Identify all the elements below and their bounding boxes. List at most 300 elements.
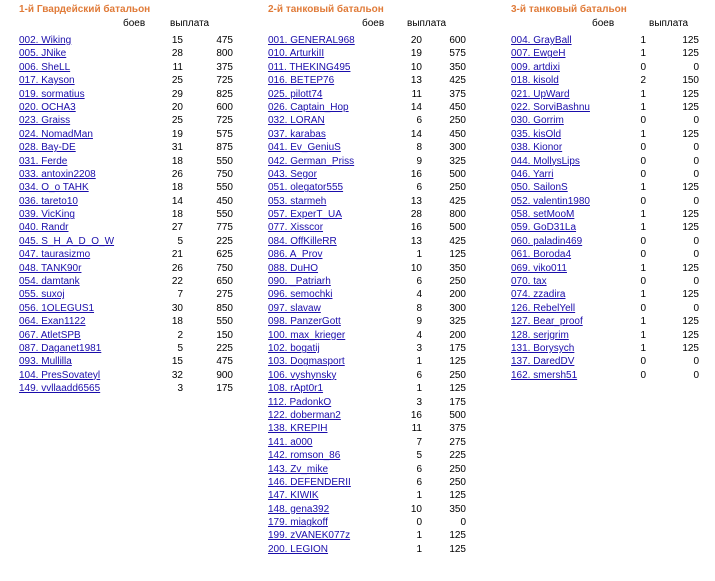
member-row: [268, 529, 468, 542]
battles-count: 15: [171, 35, 183, 46]
battles-count: 28: [410, 209, 422, 221]
member-row: [511, 248, 701, 261]
payout-amount: 225: [449, 450, 466, 462]
battles-count: 21: [171, 249, 183, 261]
payout-amount: 125: [682, 316, 699, 328]
battles-count: 14: [410, 101, 422, 113]
member-row: [268, 409, 468, 422]
member-row: [268, 288, 468, 301]
payout-amount: 550: [216, 209, 233, 221]
member-name-link[interactable]: 030. Gorrim: [511, 115, 564, 127]
battles-count: 1: [640, 316, 646, 328]
member-row: [511, 195, 701, 208]
member-name-link[interactable]: 149. vvllaadd6565: [19, 383, 101, 395]
battles-count: 5: [177, 235, 183, 247]
payout-amount: 0: [693, 155, 699, 167]
payout-column-header: выплата: [649, 18, 689, 29]
battles-count: 1: [640, 222, 646, 234]
battles-count: 0: [640, 61, 646, 73]
member-row: [19, 262, 233, 275]
member-name-link[interactable]: 055. suxoj: [19, 289, 65, 301]
battles-count: 1: [640, 35, 646, 46]
payout-amount: 300: [449, 302, 466, 314]
member-name-link[interactable]: 067. AtletSPB: [19, 329, 81, 341]
member-name-link[interactable]: 016. BETEP76: [268, 75, 335, 87]
member-row: [19, 47, 233, 60]
payout-amount: 125: [682, 342, 699, 354]
member-name-link[interactable]: 138. KREPIH: [268, 423, 328, 435]
member-name-link[interactable]: 044. MollysLips: [511, 155, 580, 167]
member-name-link[interactable]: 086. A_Prov: [268, 249, 323, 261]
battles-count: 1: [416, 490, 422, 502]
member-name-link[interactable]: 069. viko011: [511, 262, 567, 274]
battles-count: 1: [640, 262, 646, 274]
payout-amount: 125: [682, 262, 699, 274]
member-row: [511, 315, 701, 328]
battles-count: 6: [416, 182, 422, 194]
battles-count: 18: [171, 316, 183, 328]
member-name-link[interactable]: 037. karabas: [268, 128, 326, 140]
battalion-1-table: [19, 3, 233, 396]
payout-amount: 0: [693, 168, 699, 180]
member-name-link[interactable]: 098. PanzerGott: [268, 316, 341, 328]
battles-count: 13: [410, 235, 422, 247]
member-row: [268, 315, 468, 328]
payout-amount: 0: [693, 369, 699, 381]
battles-count: 20: [410, 35, 422, 46]
member-row: [268, 436, 468, 449]
member-row: [268, 329, 468, 342]
member-row: [19, 355, 233, 368]
battles-count: 0: [640, 235, 646, 247]
member-name-link[interactable]: 005. JNike: [19, 48, 67, 60]
payout-amount: 175: [449, 396, 466, 408]
member-name-link[interactable]: 070. tax: [511, 276, 547, 288]
member-row: [511, 369, 701, 382]
payout-amount: 650: [216, 276, 233, 288]
member-row: [268, 476, 468, 489]
battalion-title: 2-й танковый батальон: [268, 4, 384, 15]
member-name-link[interactable]: 019. sormatius: [19, 88, 85, 100]
member-name-link[interactable]: 036. tareto10: [19, 195, 78, 207]
payout-amount: 250: [449, 276, 466, 288]
battles-count: 3: [177, 383, 183, 395]
battles-column-header: боев: [123, 18, 146, 29]
payout-amount: 325: [449, 316, 466, 328]
payout-amount: 250: [449, 463, 466, 475]
battles-count: 2: [640, 75, 646, 87]
member-row: [511, 141, 701, 154]
member-name-link[interactable]: 127. Bear_proof: [511, 316, 583, 328]
member-row: [511, 302, 701, 315]
battles-count: 10: [410, 262, 422, 274]
member-row: [511, 342, 701, 355]
battles-count: 19: [171, 128, 183, 140]
payout-amount: 600: [216, 101, 233, 113]
member-name-link[interactable]: 058. setMooM: [511, 209, 575, 221]
member-name-link[interactable]: 045. S_H_A_D_O_W: [19, 235, 115, 247]
member-name-link[interactable]: 002. Wiking: [19, 35, 72, 46]
member-row: [19, 369, 233, 382]
payout-amount: 125: [682, 329, 699, 341]
battles-column-header: боев: [592, 18, 615, 29]
payout-amount: 850: [216, 302, 233, 314]
member-name-link[interactable]: 143. Zv_mike: [268, 463, 329, 475]
member-name-link[interactable]: 041. Ev_GeniuS: [268, 142, 341, 154]
member-name-link[interactable]: 042. German_Priss: [268, 155, 355, 167]
member-name-link[interactable]: 137. DaredDV: [511, 356, 575, 368]
member-name-link[interactable]: 077. Xisscor: [268, 222, 324, 234]
member-name-link[interactable]: 057. ExperT_UA: [268, 209, 342, 221]
battles-column-header: боев: [362, 18, 385, 29]
battles-count: 18: [171, 155, 183, 167]
battles-count: 6: [416, 476, 422, 488]
member-name-link[interactable]: 096. semochki: [268, 289, 333, 301]
member-row: [511, 47, 701, 60]
member-row: [19, 315, 233, 328]
member-name-link[interactable]: 035. kisOld: [511, 128, 562, 140]
battles-count: 1: [416, 530, 422, 542]
battalion-title: 3-й танковый батальон: [511, 4, 627, 15]
payout-amount: 350: [449, 262, 466, 274]
member-name-link[interactable]: 022. SorviBashnu: [511, 101, 590, 113]
member-name-link[interactable]: 006. SheLL: [19, 61, 71, 73]
battles-count: 20: [171, 101, 183, 113]
member-name-link[interactable]: 146. DEFENDERII: [268, 476, 351, 488]
member-row: [19, 329, 233, 342]
battles-count: 29: [171, 88, 183, 100]
member-row: [268, 34, 468, 47]
member-row: [511, 155, 701, 168]
member-row: [268, 422, 468, 435]
payout-amount: 350: [449, 61, 466, 73]
member-row: [19, 168, 233, 181]
payout-amount: 550: [216, 182, 233, 194]
member-row: [511, 355, 701, 368]
payout-amount: 125: [682, 182, 699, 194]
member-row: [268, 369, 468, 382]
battles-count: 1: [640, 329, 646, 341]
battles-count: 31: [171, 142, 183, 154]
member-row: [511, 181, 701, 194]
battles-count: 1: [640, 128, 646, 140]
payout-amount: 475: [216, 35, 233, 46]
member-name-link[interactable]: 007. EwgeH: [511, 48, 566, 60]
member-name-link[interactable]: 040. Randr: [19, 222, 69, 234]
battles-count: 0: [640, 142, 646, 154]
member-row: [268, 141, 468, 154]
member-row: [19, 235, 233, 248]
payout-column-header: выплата: [170, 18, 210, 29]
member-name-link[interactable]: 102. bogatij: [268, 342, 320, 354]
battles-count: 7: [416, 436, 422, 448]
battles-count: 19: [410, 48, 422, 60]
battles-count: 6: [416, 463, 422, 475]
member-name-link[interactable]: 061. Boroda4: [511, 249, 572, 261]
member-row: [268, 489, 468, 502]
member-row: [511, 74, 701, 87]
member-list: [19, 34, 233, 396]
payout-amount: 875: [216, 142, 233, 154]
payout-amount: 125: [449, 530, 466, 542]
member-list: [511, 34, 701, 382]
member-row: [511, 208, 701, 221]
payout-amount: 500: [449, 222, 466, 234]
member-row: [19, 141, 233, 154]
member-name-link[interactable]: 087. Daganet1981: [19, 342, 102, 354]
battles-count: 0: [640, 115, 646, 127]
member-name-link[interactable]: 048. TANK90r: [19, 262, 82, 274]
battles-count: 1: [640, 101, 646, 113]
payout-amount: 200: [449, 329, 466, 341]
member-name-link[interactable]: 052. valentin1980: [511, 195, 590, 207]
battles-count: 10: [410, 503, 422, 515]
battles-count: 3: [416, 342, 422, 354]
member-name-link[interactable]: 059. GoD31La: [511, 222, 577, 234]
payout-amount: 825: [216, 88, 233, 100]
member-name-link[interactable]: 088. DuHO: [268, 262, 319, 274]
battles-count: 22: [171, 276, 183, 288]
member-row: [19, 288, 233, 301]
column-header-row: [19, 17, 229, 30]
member-row: [19, 302, 233, 315]
battles-count: 15: [171, 356, 183, 368]
member-row: [19, 114, 233, 127]
member-row: [511, 61, 701, 74]
member-name-link[interactable]: 043. Segor: [268, 168, 317, 180]
member-row: [268, 181, 468, 194]
payout-amount: 0: [693, 249, 699, 261]
payout-amount: 0: [693, 195, 699, 207]
member-name-link[interactable]: 010. ArturkiII: [268, 48, 325, 60]
member-name-link[interactable]: 046. Yarri: [511, 168, 554, 180]
battles-count: 1: [416, 543, 422, 555]
member-row: [511, 329, 701, 342]
member-name-link[interactable]: 148. gena392: [268, 503, 330, 515]
payout-amount: 125: [682, 289, 699, 301]
battalion-3-table: [511, 3, 701, 382]
member-name-link[interactable]: 034. O_o TAHK: [19, 182, 89, 194]
payout-amount: 225: [216, 235, 233, 247]
payout-amount: 900: [216, 369, 233, 381]
member-name-link[interactable]: 141. a000: [268, 436, 313, 448]
payout-amount: 125: [682, 128, 699, 140]
member-row: [268, 101, 468, 114]
battles-count: 1: [416, 383, 422, 395]
battles-count: 1: [640, 48, 646, 60]
battles-count: 0: [640, 276, 646, 288]
payout-amount: 600: [449, 35, 466, 46]
payout-amount: 325: [449, 155, 466, 167]
member-name-link[interactable]: 026. Captain_Hop: [268, 101, 349, 113]
member-row: [268, 114, 468, 127]
battles-count: 18: [171, 182, 183, 194]
member-name-link[interactable]: 009. artdixi: [511, 61, 560, 73]
column-header-row: [268, 17, 468, 30]
battles-count: 13: [410, 75, 422, 87]
member-name-link[interactable]: 021. UpWard: [511, 88, 570, 100]
member-name-link[interactable]: 024. NomadMan: [19, 128, 93, 140]
member-name-link[interactable]: 032. LORAN: [268, 115, 325, 127]
member-name-link[interactable]: 064. Exan1122: [19, 316, 86, 328]
battles-count: 0: [640, 155, 646, 167]
member-name-link[interactable]: 147. KIWIK: [268, 490, 319, 502]
member-name-link[interactable]: 025. pilott74: [268, 88, 323, 100]
battles-count: 4: [416, 329, 422, 341]
member-row: [19, 101, 233, 114]
member-name-link[interactable]: 103. Dogmasport: [268, 356, 345, 368]
member-name-link[interactable]: 020. OCHA3: [19, 101, 76, 113]
member-row: [268, 543, 468, 556]
payout-amount: 175: [449, 342, 466, 354]
member-row: [19, 61, 233, 74]
payout-amount: 0: [693, 235, 699, 247]
member-name-link[interactable]: 028. Bay-DE: [19, 142, 76, 154]
battles-count: 1: [640, 209, 646, 221]
member-name-link[interactable]: 097. slavaw: [268, 302, 321, 314]
battles-count: 16: [410, 168, 422, 180]
member-name-link[interactable]: 084. OffKilleRR: [268, 235, 337, 247]
battles-count: 1: [640, 88, 646, 100]
member-name-link[interactable]: 033. antoxin2208: [19, 168, 96, 180]
member-name-link[interactable]: 100. max_krieger: [268, 329, 346, 341]
member-row: [268, 342, 468, 355]
payout-amount: 250: [449, 369, 466, 381]
member-name-link[interactable]: 131. Borysych: [511, 342, 575, 354]
member-row: [511, 114, 701, 127]
battles-count: 0: [640, 369, 646, 381]
member-name-link[interactable]: 004. GrayBall: [511, 35, 572, 46]
member-row: [268, 275, 468, 288]
member-row: [268, 88, 468, 101]
member-row: [19, 248, 233, 261]
member-name-link[interactable]: 090. _Patriarh: [268, 276, 331, 288]
member-row: [19, 128, 233, 141]
battles-count: 3: [416, 396, 422, 408]
member-name-link[interactable]: 053. starmeh: [268, 195, 327, 207]
payout-amount: 725: [216, 75, 233, 87]
payout-amount: 575: [216, 128, 233, 140]
battles-count: 1: [416, 356, 422, 368]
payout-amount: 250: [449, 476, 466, 488]
member-row: [268, 195, 468, 208]
battles-count: 0: [640, 356, 646, 368]
member-row: [268, 355, 468, 368]
member-name-link[interactable]: 126. RebelYell: [511, 302, 576, 314]
member-row: [511, 235, 701, 248]
member-name-link[interactable]: 106. vyshynsky: [268, 369, 337, 381]
member-name-link[interactable]: 039. VicKing: [19, 209, 75, 221]
member-name-link[interactable]: 060. paladin469: [511, 235, 583, 247]
payout-amount: 125: [682, 48, 699, 60]
member-name-link[interactable]: 011. THEKING495: [268, 61, 351, 73]
member-row: [19, 34, 233, 47]
member-name-link[interactable]: 108. rApt0r1: [268, 383, 324, 395]
battles-count: 9: [416, 155, 422, 167]
battles-count: 25: [171, 115, 183, 127]
member-name-link[interactable]: 200. LEGION: [268, 543, 329, 555]
member-row: [268, 449, 468, 462]
payout-amount: 375: [449, 423, 466, 435]
battles-count: 8: [416, 142, 422, 154]
member-row: [19, 342, 233, 355]
battles-count: 0: [640, 168, 646, 180]
payout-amount: 375: [216, 61, 233, 73]
member-name-link[interactable]: 074. zzadira: [511, 289, 566, 301]
member-name-link[interactable]: 054. damtank: [19, 276, 80, 288]
member-name-link[interactable]: 104. PresSovateyl: [19, 369, 101, 381]
payout-amount: 550: [216, 316, 233, 328]
member-name-link[interactable]: 050. SailonS: [511, 182, 568, 194]
battles-count: 4: [416, 289, 422, 301]
payout-amount: 125: [682, 35, 699, 46]
member-name-link[interactable]: 001. GENERAL968: [268, 35, 355, 46]
member-row: [511, 101, 701, 114]
member-name-link[interactable]: 142. romson_86: [268, 450, 341, 462]
member-name-link[interactable]: 017. Kayson: [19, 75, 75, 87]
battles-count: 5: [177, 342, 183, 354]
payout-amount: 125: [682, 101, 699, 113]
member-name-link[interactable]: 179. miagkoff: [268, 517, 328, 529]
payout-amount: 775: [216, 222, 233, 234]
member-row: [268, 74, 468, 87]
member-row: [268, 168, 468, 181]
battles-count: 5: [416, 450, 422, 462]
payout-amount: 275: [449, 436, 466, 448]
member-name-link[interactable]: 047. taurasizmo: [19, 249, 91, 261]
member-row: [511, 128, 701, 141]
payout-amount: 125: [682, 88, 699, 100]
battles-count: 9: [416, 316, 422, 328]
member-name-link[interactable]: 038. Kionor: [511, 142, 563, 154]
member-name-link[interactable]: 056. 1OLEGUS1: [19, 302, 95, 314]
battles-count: 10: [410, 61, 422, 73]
payout-amount: 550: [216, 155, 233, 167]
member-row: [511, 221, 701, 234]
battles-count: 26: [171, 262, 183, 274]
member-name-link[interactable]: 128. serjgrim: [511, 329, 569, 341]
member-row: [268, 208, 468, 221]
member-name-link[interactable]: 112. PadonkO: [268, 396, 332, 408]
member-name-link[interactable]: 122. doberman2: [268, 409, 341, 421]
battles-count: 11: [172, 61, 183, 73]
member-row: [268, 516, 468, 529]
member-name-link[interactable]: 051. olegator555: [268, 182, 344, 194]
member-row: [511, 262, 701, 275]
battles-count: 6: [416, 276, 422, 288]
payout-amount: 450: [449, 128, 466, 140]
battles-count: 7: [177, 289, 183, 301]
member-name-link[interactable]: 023. Graiss: [19, 115, 71, 127]
battles-count: 27: [171, 222, 183, 234]
member-name-link[interactable]: 093. Mullilla: [19, 356, 72, 368]
payout-amount: 125: [449, 383, 466, 395]
member-name-link[interactable]: 162. smersh51: [511, 369, 578, 381]
member-name-link[interactable]: 018. kisold: [511, 75, 559, 87]
member-name-link[interactable]: 199. zVANEK077z: [268, 530, 351, 542]
battles-count: 26: [171, 168, 183, 180]
battles-count: 25: [171, 75, 183, 87]
member-row: [268, 396, 468, 409]
payout-amount: 750: [216, 262, 233, 274]
payout-amount: 200: [449, 289, 466, 301]
member-row: [268, 61, 468, 74]
payout-amount: 125: [449, 356, 466, 368]
member-name-link[interactable]: 031. Ferde: [19, 155, 68, 167]
payout-amount: 150: [682, 75, 699, 87]
battles-count: 32: [171, 369, 183, 381]
payout-amount: 250: [449, 182, 466, 194]
